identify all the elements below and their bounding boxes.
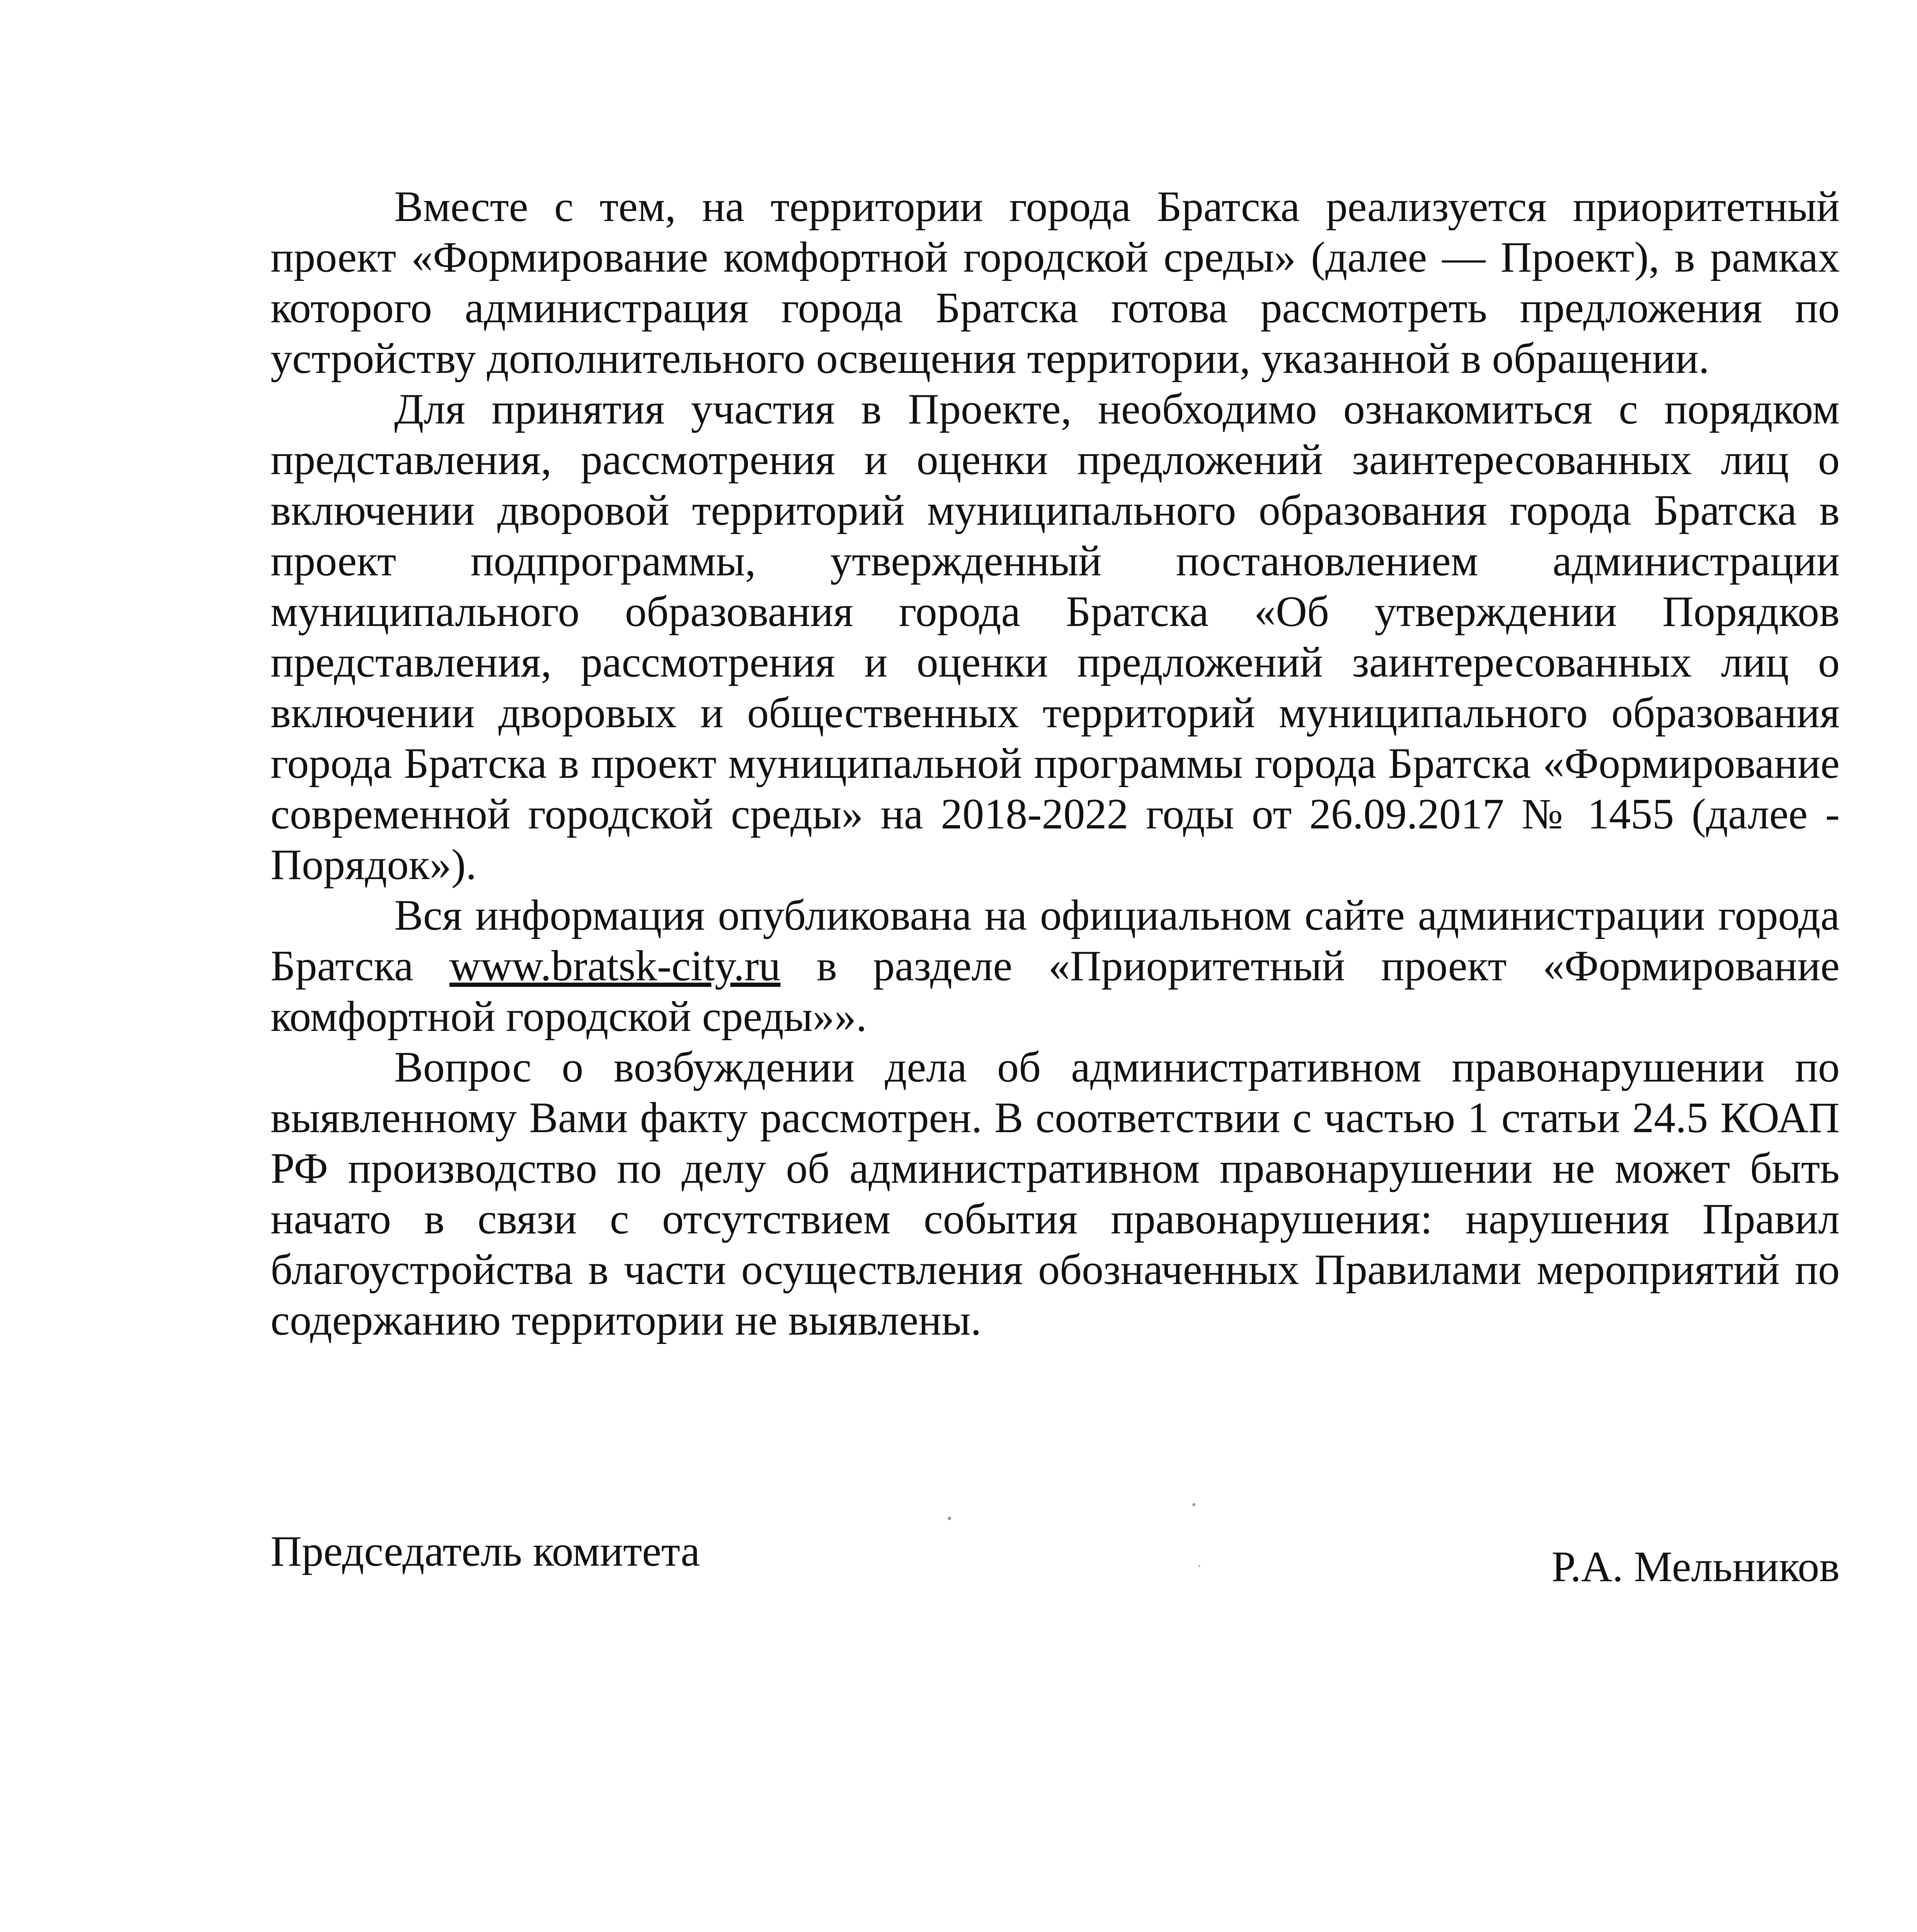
letter-body (271, 182, 1840, 1346)
signatory-name: Р.А. Мельников (1551, 1543, 1840, 1591)
scan-speck (948, 1517, 951, 1520)
paragraph-text: в разделе «Приоритетный проект «Формирование комфортной городской среды»». (271, 942, 1840, 1041)
paragraph-website (271, 890, 1840, 1042)
website-link[interactable]: www.bratsk-city.ru (449, 942, 781, 990)
paragraph-text: Вся информация опубликована на официальном сайте администрации города Братска (271, 891, 1840, 990)
paragraph-participation (271, 384, 1840, 890)
paragraph-text: Вместе с тем, на территории города Братска реализуется приоритетный проект «Формирование комфортной городской среды» (далее — Проект), в рамках которого администрация города Братска готова рассмотреть предложения по устройству дополнительного освещения территории, указанной в обращении. (271, 183, 1840, 383)
paragraph-text: Вопрос о возбуждении дела об административном правонарушении по выявленному Вами факту рассмотрен. В соответствии с частью 1 статьи 24.5 КОАП РФ производство по делу об административном правонарушении не может быть начато в связи с отсутствием события правонарушения: нарушения Правил благоустройства в части осуществления обозначенных Правилами мероприятий по содержанию территории не выявлены. (271, 1043, 1840, 1344)
signatory-title: Председатель комитета (271, 1527, 700, 1575)
paragraph-project (271, 182, 1840, 384)
paragraph-violation (271, 1042, 1840, 1346)
paragraph-text: Для принятия участия в Проекте, необходимо ознакомиться с порядком представления, рассмотрения и оценки предложений заинтересованных лиц о включении дворовой территорий муниципального образования города Братска в проект подпрограммы, утвержденный постановлением администрации муниципального образования города Братска «Об утверждении Порядков представления, рассмотрения и оценки предложений заинтересованных лиц о включении дворовых и общественных территорий муниципального образования города Братска в проект муниципальной программы города Братска «Формирование современной городской среды» на 2018-2022 годы от 26.09.2017 № 1455 (далее - Порядок»). (271, 385, 1840, 889)
scan-speck (1192, 1503, 1195, 1506)
scan-speck (1198, 1565, 1200, 1567)
